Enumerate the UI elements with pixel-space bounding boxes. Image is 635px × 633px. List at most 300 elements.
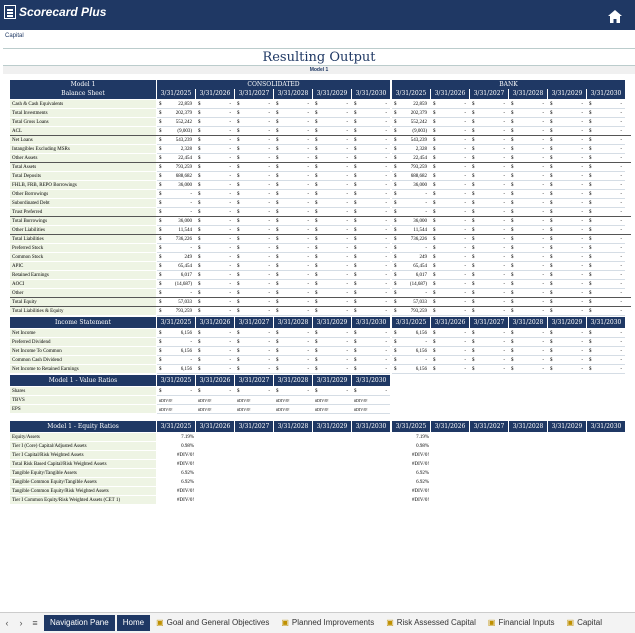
- value-cell[interactable]: -: [503, 358, 505, 363]
- value-cell[interactable]: -: [229, 389, 231, 394]
- error-cell[interactable]: #DIV/0!: [354, 407, 368, 412]
- tab-capital[interactable]: [561, 615, 608, 631]
- value-cell[interactable]: -: [385, 210, 387, 215]
- value-cell[interactable]: -: [385, 102, 387, 107]
- value-cell[interactable]: 36,000: [178, 183, 192, 188]
- value-cell[interactable]: -: [581, 120, 583, 125]
- value-cell[interactable]: -: [620, 282, 622, 287]
- value-cell[interactable]: -: [346, 228, 348, 233]
- value-cell[interactable]: -: [268, 210, 270, 215]
- value-cell[interactable]: -: [346, 358, 348, 363]
- value-cell[interactable]: -: [268, 201, 270, 206]
- value-cell[interactable]: -: [385, 183, 387, 188]
- value-cell[interactable]: -: [307, 309, 309, 314]
- value-cell[interactable]: -: [542, 237, 544, 242]
- error-cell[interactable]: #DIV/0!: [237, 398, 251, 403]
- value-cell[interactable]: -: [620, 192, 622, 197]
- value-cell[interactable]: -: [620, 174, 622, 179]
- value-cell[interactable]: -: [503, 246, 505, 251]
- value-cell[interactable]: -: [503, 192, 505, 197]
- value-cell[interactable]: -: [307, 246, 309, 251]
- value-cell[interactable]: -: [503, 201, 505, 206]
- value-cell[interactable]: -: [503, 273, 505, 278]
- value-cell[interactable]: -: [425, 210, 427, 215]
- value-cell[interactable]: -: [620, 156, 622, 161]
- value-cell[interactable]: 793,259: [175, 165, 192, 170]
- value-cell[interactable]: -: [229, 291, 231, 296]
- value-cell[interactable]: -: [307, 255, 309, 260]
- value-cell[interactable]: -: [464, 210, 466, 215]
- value-cell[interactable]: -: [542, 129, 544, 134]
- value-cell[interactable]: -: [503, 165, 505, 170]
- value-cell[interactable]: -: [268, 237, 270, 242]
- value-cell[interactable]: 36,000: [413, 219, 427, 224]
- value-cell[interactable]: 6,156: [415, 367, 427, 372]
- value-cell[interactable]: -: [346, 237, 348, 242]
- tab-navigation-pane[interactable]: Navigation Pane: [44, 615, 115, 631]
- value-cell[interactable]: -: [229, 183, 231, 188]
- value-cell[interactable]: -: [542, 300, 544, 305]
- value-cell[interactable]: -: [307, 165, 309, 170]
- value-cell[interactable]: -: [464, 331, 466, 336]
- value-cell[interactable]: 552,242: [175, 120, 192, 125]
- value-cell[interactable]: -: [307, 331, 309, 336]
- value-cell[interactable]: -: [268, 192, 270, 197]
- error-cell[interactable]: #DIV/0!: [198, 407, 212, 412]
- value-cell[interactable]: 202,379: [410, 111, 427, 116]
- value-cell[interactable]: -: [268, 219, 270, 224]
- value-cell[interactable]: -: [307, 174, 309, 179]
- value-cell[interactable]: -: [346, 102, 348, 107]
- value-cell[interactable]: -: [464, 138, 466, 143]
- all-sheets-menu-button[interactable]: ≡: [32, 618, 38, 628]
- value-cell[interactable]: 36,000: [178, 219, 192, 224]
- value-cell[interactable]: -: [190, 389, 192, 394]
- value-cell[interactable]: -: [385, 264, 387, 269]
- value-cell[interactable]: -: [542, 138, 544, 143]
- value-cell[interactable]: -: [307, 120, 309, 125]
- value-cell[interactable]: 6,156: [415, 349, 427, 354]
- value-cell[interactable]: (9,003): [177, 129, 192, 134]
- value-cell[interactable]: -: [385, 246, 387, 251]
- value-cell[interactable]: -: [268, 349, 270, 354]
- value-cell[interactable]: -: [464, 165, 466, 170]
- value-cell[interactable]: -: [464, 300, 466, 305]
- value-cell[interactable]: -: [464, 358, 466, 363]
- value-cell[interactable]: -: [464, 340, 466, 345]
- value-cell[interactable]: -: [346, 309, 348, 314]
- value-cell[interactable]: 57,033: [178, 300, 192, 305]
- value-cell[interactable]: -: [581, 147, 583, 152]
- value-cell[interactable]: -: [542, 147, 544, 152]
- value-cell[interactable]: -: [620, 201, 622, 206]
- error-cell[interactable]: #DIV/0!: [354, 398, 368, 403]
- value-cell[interactable]: -: [346, 340, 348, 345]
- value-cell[interactable]: -: [346, 120, 348, 125]
- value-cell[interactable]: -: [542, 309, 544, 314]
- value-cell[interactable]: -: [385, 358, 387, 363]
- value-cell[interactable]: -: [620, 237, 622, 242]
- value-cell[interactable]: -: [385, 120, 387, 125]
- value-cell[interactable]: 36,000: [413, 183, 427, 188]
- value-cell[interactable]: -: [229, 111, 231, 116]
- value-cell[interactable]: -: [620, 129, 622, 134]
- value-cell[interactable]: -: [307, 183, 309, 188]
- value-cell[interactable]: -: [464, 309, 466, 314]
- value-cell[interactable]: -: [346, 201, 348, 206]
- value-cell[interactable]: -: [385, 282, 387, 287]
- error-cell[interactable]: #DIV/0!: [315, 407, 329, 412]
- value-cell[interactable]: -: [503, 340, 505, 345]
- value-cell[interactable]: -: [385, 237, 387, 242]
- value-cell[interactable]: -: [307, 349, 309, 354]
- ratio-cell[interactable]: #DIV/0!: [177, 498, 194, 503]
- value-cell[interactable]: -: [268, 255, 270, 260]
- value-cell[interactable]: 11,544: [178, 228, 192, 233]
- ratio-cell[interactable]: 7.19%: [181, 435, 194, 440]
- value-cell[interactable]: -: [346, 264, 348, 269]
- value-cell[interactable]: -: [581, 237, 583, 242]
- value-cell[interactable]: -: [464, 120, 466, 125]
- value-cell[interactable]: -: [425, 192, 427, 197]
- value-cell[interactable]: -: [503, 174, 505, 179]
- value-cell[interactable]: -: [503, 147, 505, 152]
- value-cell[interactable]: -: [581, 340, 583, 345]
- value-cell[interactable]: 543,239: [410, 138, 427, 143]
- value-cell[interactable]: 6,156: [180, 367, 192, 372]
- value-cell[interactable]: -: [307, 264, 309, 269]
- value-cell[interactable]: -: [229, 300, 231, 305]
- value-cell[interactable]: 22,859: [413, 102, 427, 107]
- value-cell[interactable]: -: [425, 358, 427, 363]
- value-cell[interactable]: -: [542, 165, 544, 170]
- value-cell[interactable]: -: [268, 309, 270, 314]
- value-cell[interactable]: -: [229, 237, 231, 242]
- value-cell[interactable]: -: [229, 147, 231, 152]
- tab-home[interactable]: Home: [117, 615, 150, 631]
- value-cell[interactable]: -: [385, 111, 387, 116]
- value-cell[interactable]: -: [581, 111, 583, 116]
- value-cell[interactable]: -: [346, 273, 348, 278]
- value-cell[interactable]: -: [229, 358, 231, 363]
- value-cell[interactable]: -: [620, 331, 622, 336]
- ratio-cell[interactable]: 7.19%: [416, 435, 429, 440]
- value-cell[interactable]: -: [385, 219, 387, 224]
- value-cell[interactable]: -: [464, 282, 466, 287]
- value-cell[interactable]: -: [581, 210, 583, 215]
- value-cell[interactable]: -: [542, 255, 544, 260]
- value-cell[interactable]: -: [346, 300, 348, 305]
- value-cell[interactable]: -: [464, 246, 466, 251]
- value-cell[interactable]: -: [307, 129, 309, 134]
- value-cell[interactable]: -: [307, 358, 309, 363]
- value-cell[interactable]: -: [385, 300, 387, 305]
- value-cell[interactable]: -: [503, 291, 505, 296]
- value-cell[interactable]: -: [464, 367, 466, 372]
- value-cell[interactable]: -: [190, 291, 192, 296]
- value-cell[interactable]: -: [581, 219, 583, 224]
- error-cell[interactable]: #DIV/0!: [315, 398, 329, 403]
- value-cell[interactable]: -: [268, 264, 270, 269]
- ratio-cell[interactable]: 6.92%: [181, 471, 194, 476]
- tab-goal-and-general-objectives[interactable]: [150, 615, 275, 631]
- value-cell[interactable]: -: [229, 174, 231, 179]
- value-cell[interactable]: -: [503, 138, 505, 143]
- value-cell[interactable]: -: [346, 192, 348, 197]
- value-cell[interactable]: -: [581, 183, 583, 188]
- value-cell[interactable]: -: [542, 264, 544, 269]
- value-cell[interactable]: -: [385, 192, 387, 197]
- value-cell[interactable]: -: [268, 147, 270, 152]
- value-cell[interactable]: 793,259: [410, 309, 427, 314]
- ratio-cell[interactable]: #DIV/0!: [177, 462, 194, 467]
- value-cell[interactable]: -: [229, 246, 231, 251]
- value-cell[interactable]: -: [581, 129, 583, 134]
- value-cell[interactable]: -: [464, 273, 466, 278]
- value-cell[interactable]: -: [542, 246, 544, 251]
- value-cell[interactable]: 22,454: [178, 156, 192, 161]
- value-cell[interactable]: -: [620, 358, 622, 363]
- value-cell[interactable]: -: [307, 228, 309, 233]
- value-cell[interactable]: -: [190, 358, 192, 363]
- value-cell[interactable]: -: [307, 282, 309, 287]
- value-cell[interactable]: -: [229, 120, 231, 125]
- value-cell[interactable]: -: [581, 156, 583, 161]
- value-cell[interactable]: -: [385, 389, 387, 394]
- value-cell[interactable]: -: [620, 255, 622, 260]
- value-cell[interactable]: -: [346, 367, 348, 372]
- value-cell[interactable]: -: [581, 309, 583, 314]
- ratio-cell[interactable]: #DIV/0!: [412, 462, 429, 467]
- value-cell[interactable]: -: [307, 367, 309, 372]
- value-cell[interactable]: -: [542, 183, 544, 188]
- value-cell[interactable]: -: [581, 228, 583, 233]
- value-cell[interactable]: -: [542, 349, 544, 354]
- value-cell[interactable]: 552,242: [410, 120, 427, 125]
- value-cell[interactable]: -: [503, 210, 505, 215]
- value-cell[interactable]: -: [542, 111, 544, 116]
- value-cell[interactable]: -: [385, 349, 387, 354]
- value-cell[interactable]: -: [307, 192, 309, 197]
- value-cell[interactable]: -: [581, 255, 583, 260]
- value-cell[interactable]: -: [620, 210, 622, 215]
- value-cell[interactable]: -: [542, 282, 544, 287]
- value-cell[interactable]: 65,454: [178, 264, 192, 269]
- value-cell[interactable]: -: [190, 192, 192, 197]
- value-cell[interactable]: -: [346, 389, 348, 394]
- value-cell[interactable]: -: [229, 228, 231, 233]
- value-cell[interactable]: -: [464, 237, 466, 242]
- value-cell[interactable]: -: [542, 192, 544, 197]
- value-cell[interactable]: 6,156: [415, 331, 427, 336]
- value-cell[interactable]: -: [385, 340, 387, 345]
- value-cell[interactable]: (14,687): [174, 282, 192, 287]
- value-cell[interactable]: -: [620, 246, 622, 251]
- value-cell[interactable]: 11,544: [413, 228, 427, 233]
- value-cell[interactable]: 2,328: [180, 147, 192, 152]
- value-cell[interactable]: -: [503, 349, 505, 354]
- value-cell[interactable]: -: [620, 309, 622, 314]
- value-cell[interactable]: -: [620, 291, 622, 296]
- value-cell[interactable]: -: [503, 156, 505, 161]
- value-cell[interactable]: -: [581, 138, 583, 143]
- value-cell[interactable]: 22,859: [178, 102, 192, 107]
- value-cell[interactable]: 22,454: [413, 156, 427, 161]
- value-cell[interactable]: -: [464, 102, 466, 107]
- value-cell[interactable]: 57,033: [413, 300, 427, 305]
- tab-financial-inputs[interactable]: [482, 615, 561, 631]
- value-cell[interactable]: -: [464, 111, 466, 116]
- value-cell[interactable]: -: [307, 237, 309, 242]
- value-cell[interactable]: -: [229, 210, 231, 215]
- value-cell[interactable]: -: [542, 273, 544, 278]
- ratio-cell[interactable]: 0.98%: [181, 444, 194, 449]
- value-cell[interactable]: -: [620, 165, 622, 170]
- value-cell[interactable]: 65,454: [413, 264, 427, 269]
- value-cell[interactable]: -: [229, 340, 231, 345]
- value-cell[interactable]: -: [464, 219, 466, 224]
- ratio-cell[interactable]: 6.92%: [416, 471, 429, 476]
- value-cell[interactable]: 6,156: [180, 331, 192, 336]
- value-cell[interactable]: -: [542, 228, 544, 233]
- value-cell[interactable]: -: [581, 201, 583, 206]
- value-cell[interactable]: -: [385, 309, 387, 314]
- value-cell[interactable]: -: [190, 340, 192, 345]
- value-cell[interactable]: -: [229, 349, 231, 354]
- value-cell[interactable]: -: [346, 174, 348, 179]
- value-cell[interactable]: -: [346, 138, 348, 143]
- value-cell[interactable]: -: [229, 309, 231, 314]
- value-cell[interactable]: -: [464, 255, 466, 260]
- value-cell[interactable]: -: [542, 367, 544, 372]
- value-cell[interactable]: -: [503, 102, 505, 107]
- value-cell[interactable]: -: [229, 156, 231, 161]
- value-cell[interactable]: -: [385, 156, 387, 161]
- value-cell[interactable]: -: [581, 331, 583, 336]
- value-cell[interactable]: -: [268, 228, 270, 233]
- value-cell[interactable]: -: [425, 340, 427, 345]
- value-cell[interactable]: -: [464, 349, 466, 354]
- value-cell[interactable]: -: [581, 264, 583, 269]
- value-cell[interactable]: -: [346, 246, 348, 251]
- value-cell[interactable]: -: [307, 340, 309, 345]
- value-cell[interactable]: -: [346, 183, 348, 188]
- value-cell[interactable]: -: [503, 309, 505, 314]
- value-cell[interactable]: -: [620, 264, 622, 269]
- value-cell[interactable]: -: [620, 300, 622, 305]
- ratio-cell[interactable]: #DIV/0!: [177, 453, 194, 458]
- ratio-cell[interactable]: 6.92%: [416, 480, 429, 485]
- value-cell[interactable]: -: [268, 246, 270, 251]
- value-cell[interactable]: -: [268, 389, 270, 394]
- value-cell[interactable]: -: [385, 138, 387, 143]
- value-cell[interactable]: -: [268, 331, 270, 336]
- value-cell[interactable]: -: [229, 129, 231, 134]
- value-cell[interactable]: -: [307, 210, 309, 215]
- value-cell[interactable]: -: [620, 219, 622, 224]
- value-cell[interactable]: -: [346, 219, 348, 224]
- error-cell[interactable]: #DIV/0!: [276, 407, 290, 412]
- value-cell[interactable]: -: [346, 111, 348, 116]
- value-cell[interactable]: 6,017: [415, 273, 427, 278]
- ratio-cell[interactable]: #DIV/0!: [412, 453, 429, 458]
- value-cell[interactable]: -: [307, 201, 309, 206]
- value-cell[interactable]: -: [385, 129, 387, 134]
- value-cell[interactable]: -: [503, 120, 505, 125]
- value-cell[interactable]: -: [620, 228, 622, 233]
- value-cell[interactable]: -: [464, 201, 466, 206]
- home-button[interactable]: [605, 6, 625, 26]
- value-cell[interactable]: -: [620, 273, 622, 278]
- value-cell[interactable]: -: [229, 264, 231, 269]
- value-cell[interactable]: -: [542, 331, 544, 336]
- value-cell[interactable]: -: [620, 120, 622, 125]
- value-cell[interactable]: -: [268, 340, 270, 345]
- value-cell[interactable]: -: [464, 291, 466, 296]
- value-cell[interactable]: -: [425, 246, 427, 251]
- value-cell[interactable]: -: [346, 129, 348, 134]
- ratio-cell[interactable]: 6.92%: [181, 480, 194, 485]
- value-cell[interactable]: -: [346, 255, 348, 260]
- ratio-cell[interactable]: #DIV/0!: [177, 489, 194, 494]
- value-cell[interactable]: -: [385, 331, 387, 336]
- value-cell[interactable]: -: [425, 201, 427, 206]
- value-cell[interactable]: -: [581, 273, 583, 278]
- value-cell[interactable]: -: [503, 331, 505, 336]
- value-cell[interactable]: -: [229, 102, 231, 107]
- value-cell[interactable]: -: [503, 183, 505, 188]
- value-cell[interactable]: -: [307, 291, 309, 296]
- value-cell[interactable]: -: [620, 111, 622, 116]
- value-cell[interactable]: -: [307, 102, 309, 107]
- value-cell[interactable]: -: [503, 282, 505, 287]
- value-cell[interactable]: 2,328: [415, 147, 427, 152]
- value-cell[interactable]: -: [542, 210, 544, 215]
- value-cell[interactable]: -: [503, 255, 505, 260]
- value-cell[interactable]: -: [385, 174, 387, 179]
- value-cell[interactable]: -: [542, 102, 544, 107]
- value-cell[interactable]: -: [346, 165, 348, 170]
- value-cell[interactable]: -: [307, 389, 309, 394]
- value-cell[interactable]: -: [307, 273, 309, 278]
- value-cell[interactable]: -: [229, 273, 231, 278]
- value-cell[interactable]: -: [385, 255, 387, 260]
- value-cell[interactable]: 202,379: [175, 111, 192, 116]
- value-cell[interactable]: 6,156: [180, 349, 192, 354]
- value-cell[interactable]: -: [268, 165, 270, 170]
- value-cell[interactable]: -: [620, 147, 622, 152]
- ratio-cell[interactable]: #DIV/0!: [412, 498, 429, 503]
- value-cell[interactable]: -: [385, 367, 387, 372]
- value-cell[interactable]: -: [503, 237, 505, 242]
- error-cell[interactable]: #DIV/0!: [198, 398, 212, 403]
- value-cell[interactable]: -: [229, 219, 231, 224]
- value-cell[interactable]: -: [620, 183, 622, 188]
- value-cell[interactable]: (9,003): [412, 129, 427, 134]
- value-cell[interactable]: -: [581, 367, 583, 372]
- value-cell[interactable]: -: [229, 367, 231, 372]
- value-cell[interactable]: -: [385, 291, 387, 296]
- value-cell[interactable]: -: [268, 183, 270, 188]
- value-cell[interactable]: -: [464, 192, 466, 197]
- value-cell[interactable]: -: [542, 201, 544, 206]
- value-cell[interactable]: -: [190, 210, 192, 215]
- value-cell[interactable]: -: [581, 246, 583, 251]
- value-cell[interactable]: -: [620, 340, 622, 345]
- value-cell[interactable]: -: [581, 282, 583, 287]
- tab-scroll-right-button[interactable]: ›: [19, 618, 23, 628]
- tab-planned-improvements[interactable]: [275, 615, 380, 631]
